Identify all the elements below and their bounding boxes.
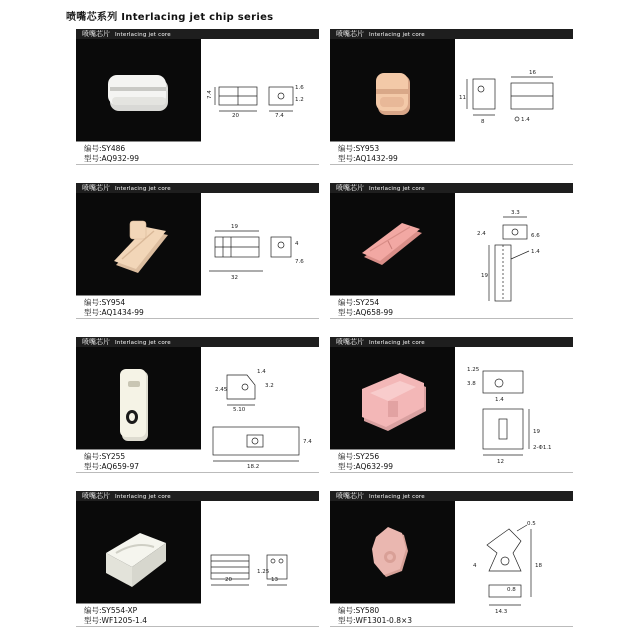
divider [330, 626, 573, 627]
dim: 3.8 [467, 381, 476, 387]
dim: 1.4 [495, 397, 504, 403]
product-codes [76, 449, 201, 473]
header-cn: 喷嘴芯片 [82, 30, 110, 38]
dim: 2.4 [477, 231, 486, 237]
card-header [76, 337, 319, 347]
product-model: 型号:AQ632-99 [338, 462, 393, 471]
dim: 32 [231, 275, 238, 281]
card-header [76, 183, 319, 193]
product-code: 编号:SY255 [84, 452, 126, 461]
divider [76, 164, 319, 165]
dim: 3.2 [265, 383, 274, 389]
technical-drawing [455, 193, 573, 319]
dim: 5.10 [233, 407, 246, 413]
dim: 16 [529, 70, 536, 76]
technical-drawing [201, 39, 319, 165]
product-photo [330, 39, 455, 141]
jet-chip-photo [76, 39, 201, 141]
product-photo [76, 347, 201, 449]
product-model: 型号:AQ932-99 [84, 154, 139, 163]
dim: 1.25 [257, 569, 270, 575]
product-photo [330, 501, 455, 603]
header-cn: 喷嘴芯片 [336, 184, 364, 192]
product-code: 编号:SY954 [84, 298, 126, 307]
dim: 4 [473, 563, 477, 569]
header-en: Interlacing jet core [369, 494, 425, 500]
dim: 14.3 [495, 609, 508, 615]
dim: 1.4 [531, 249, 540, 255]
technical-drawing [455, 347, 573, 473]
dim: 8 [481, 119, 485, 125]
header-cn: 喷嘴芯片 [336, 30, 364, 38]
product-model: 型号:AQ1434-99 [84, 308, 144, 317]
product-codes [76, 603, 201, 627]
header-en: Interlacing jet core [369, 32, 425, 38]
product-codes [76, 295, 201, 319]
product-code: 编号:SY486 [84, 144, 126, 153]
dim: 2.45 [215, 387, 228, 393]
dim: 0.8 [507, 587, 516, 593]
product-code: 编号:SY554-XP [84, 606, 138, 615]
dim: 12 [497, 459, 504, 465]
header-cn: 喷嘴芯片 [82, 184, 110, 192]
header-en: Interlacing jet core [115, 494, 171, 500]
dim: 19 [481, 273, 488, 279]
card-header [76, 491, 319, 501]
product-codes [330, 603, 455, 627]
header-cn: 喷嘴芯片 [82, 492, 110, 500]
product-code: 编号:SY953 [338, 144, 380, 153]
jet-chip-photo [76, 501, 201, 603]
technical-drawing [201, 501, 319, 627]
product-model: 型号:WF1301-0.8×3 [338, 616, 413, 625]
dim: 1.4 [521, 117, 530, 123]
dim: 20 [225, 577, 232, 583]
product-photo [76, 39, 201, 141]
dim: 19 [533, 429, 540, 435]
header-cn: 喷嘴芯片 [82, 338, 110, 346]
card-header [330, 29, 573, 39]
dim: 18.2 [247, 464, 260, 470]
dim: 7.4 [207, 90, 213, 99]
dim: 4 [295, 241, 299, 247]
product-card [330, 491, 573, 627]
jet-chip-photo [330, 501, 455, 603]
product-codes [330, 295, 455, 319]
product-code: 编号:SY256 [338, 452, 380, 461]
product-card [76, 183, 319, 319]
product-card [330, 29, 573, 165]
dim: 6.6 [531, 233, 540, 239]
divider [330, 318, 573, 319]
technical-drawing [455, 501, 573, 627]
product-card [330, 337, 573, 473]
dim: 11 [459, 95, 466, 101]
dim: 1.2 [295, 97, 304, 103]
card-header [76, 29, 319, 39]
divider [330, 472, 573, 473]
header-en: Interlacing jet core [115, 32, 171, 38]
dim: 7.6 [295, 259, 304, 265]
dim: 7.4 [275, 113, 284, 119]
technical-drawing [455, 39, 573, 165]
header-en: Interlacing jet core [369, 340, 425, 346]
dim: 19 [231, 224, 238, 230]
header-en: Interlacing jet core [369, 186, 425, 192]
divider [76, 626, 319, 627]
product-card [76, 337, 319, 473]
page-title: 喷嘴芯系列 Interlacing jet chip series [66, 12, 274, 23]
dim: 13 [271, 577, 278, 583]
dim: 18 [535, 563, 542, 569]
dim: 20 [232, 113, 239, 119]
header-cn: 喷嘴芯片 [336, 338, 364, 346]
product-codes [76, 141, 201, 165]
jet-chip-photo [76, 193, 201, 295]
header-en: Interlacing jet core [115, 340, 171, 346]
product-model: 型号:AQ659-97 [84, 462, 139, 471]
product-card [76, 29, 319, 165]
dim: 1.4 [257, 369, 266, 375]
header-en: Interlacing jet core [115, 186, 171, 192]
divider [76, 318, 319, 319]
dim: 7.4 [303, 439, 312, 445]
dim: 2-Φ1.1 [533, 445, 552, 451]
jet-chip-photo [76, 347, 201, 449]
jet-chip-photo [330, 193, 455, 295]
dim: 1.6 [295, 85, 304, 91]
jet-chip-photo [330, 39, 455, 141]
divider [76, 472, 319, 473]
divider [330, 164, 573, 165]
header-cn: 喷嘴芯片 [336, 492, 364, 500]
product-photo [330, 193, 455, 295]
product-codes [330, 141, 455, 165]
dim: 1.25 [467, 367, 480, 373]
product-model: 型号:AQ658-99 [338, 308, 393, 317]
dim: 0.5 [527, 521, 536, 527]
product-code: 编号:SY580 [338, 606, 380, 615]
product-codes [330, 449, 455, 473]
product-model: 型号:AQ1432-99 [338, 154, 398, 163]
product-model: 型号:WF1205-1.4 [84, 616, 147, 625]
jet-chip-photo [330, 347, 455, 449]
product-photo [76, 501, 201, 603]
product-photo [76, 193, 201, 295]
product-photo [330, 347, 455, 449]
card-header [330, 183, 573, 193]
card-header [330, 337, 573, 347]
card-header [330, 491, 573, 501]
product-code: 编号:SY254 [338, 298, 380, 307]
dim: 3.3 [511, 210, 520, 216]
product-card [330, 183, 573, 319]
technical-drawing [201, 193, 319, 319]
product-card [76, 491, 319, 627]
technical-drawing [201, 347, 319, 473]
